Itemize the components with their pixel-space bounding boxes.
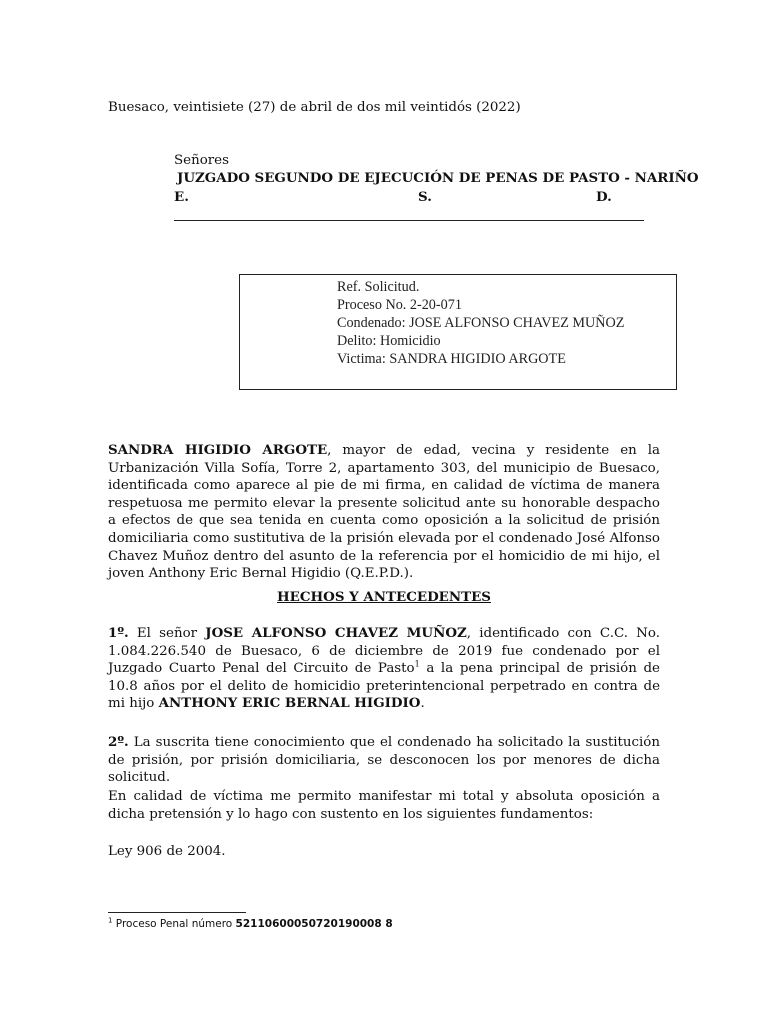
reference-lines xyxy=(337,278,624,368)
fact-1-post: a la pena principal de prisión de 10.8 años por el delito de homicidio preterintencional perpetrado en contra de mi hijo xyxy=(108,661,660,712)
intro-text: , mayor de edad, vecina y residente en la Urbanización Villa Sofía, Torre 2, apartamento 303, del municipio de Buesaco, identificada como aparece al pie de mi firma, en calidad de víctima de manera respetuosa me permito elevar la presente solicitud ante su honorable despacho a efectos de que sea tenida en cuenta como oposición a la solicitud de prisión domiciliaria como sustitutiva de la prisión elevada por el condenado José Alfonso Chavez Muñoz dentro del asunto de la referencia por el homicidio de mi hijo, el joven Anthony Eric Bernal Higidio (Q.E.P.D.). xyxy=(108,443,660,582)
date-line: Buesaco, veintisiete (27) de abril de dos mil veintidós (2022) xyxy=(108,100,521,115)
ref-line: Ref. Solicitud. xyxy=(337,279,420,295)
court-name: JUZGADO SEGUNDO DE EJECUCIÓN DE PENAS DE PASTO - NARIÑO xyxy=(177,170,699,186)
opposition-paragraph: En calidad de víctima me permito manifestar mi total y absoluta oposición a dicha pretensión y lo hago con sustento en los siguientes fundamentos: xyxy=(108,789,660,822)
fact-1-pre: El señor xyxy=(128,626,206,641)
fact-2-text: La suscrita tiene conocimiento que el condenado ha solicitado la sustitución de prisión, por prisión domiciliaria, se desconocen los por menores de dicha solicitud. xyxy=(108,735,660,786)
fact-1-mid: , identificado con C.C. No. 1.084.226.540 de Buesaco, 6 de diciembre de 2019 fue condenado por el Juzgado Cuarto Penal del Circuito de Pasto xyxy=(108,626,660,677)
intro-paragraph xyxy=(108,442,660,583)
law-line: Ley 906 de 2004. xyxy=(108,844,226,859)
footnote-number: 52110600050720190008 8 xyxy=(235,918,393,930)
fact-2-paragraph xyxy=(108,734,660,787)
eds-s: S. xyxy=(418,189,432,205)
fact-1-end: . xyxy=(420,696,425,712)
footnote-ref: 1 xyxy=(414,659,420,669)
footnote-label: Proceso Penal número xyxy=(112,918,236,930)
divider-line xyxy=(174,220,644,221)
intro-name: SANDRA HIGIDIO ARGOTE xyxy=(108,442,328,458)
section-heading: HECHOS Y ANTECEDENTES xyxy=(277,589,491,605)
fact-1-victim: ANTHONY ERIC BERNAL HIGIDIO xyxy=(158,695,421,712)
footnote xyxy=(108,917,393,931)
footnote-mark: 1 xyxy=(108,916,113,925)
ref-crime: Delito: Homicidio xyxy=(337,333,441,349)
footnote-divider xyxy=(108,912,246,913)
eds-e: E. xyxy=(174,189,189,205)
salutation: Señores xyxy=(174,153,229,168)
fact-1-paragraph xyxy=(108,625,660,713)
fact-1-name: JOSE ALFONSO CHAVEZ MUÑOZ xyxy=(205,625,467,641)
ref-process: Proceso No. 2-20-071 xyxy=(337,297,462,313)
eds-d: D. xyxy=(596,189,612,205)
fact-2-number: 2º. xyxy=(108,734,129,750)
ref-convicted: Condenado: JOSE ALFONSO CHAVEZ MUÑOZ xyxy=(337,315,625,331)
ref-victim: Victima: SANDRA HIGIDIO ARGOTE xyxy=(337,351,566,367)
fact-1-number: 1º. xyxy=(108,625,129,641)
